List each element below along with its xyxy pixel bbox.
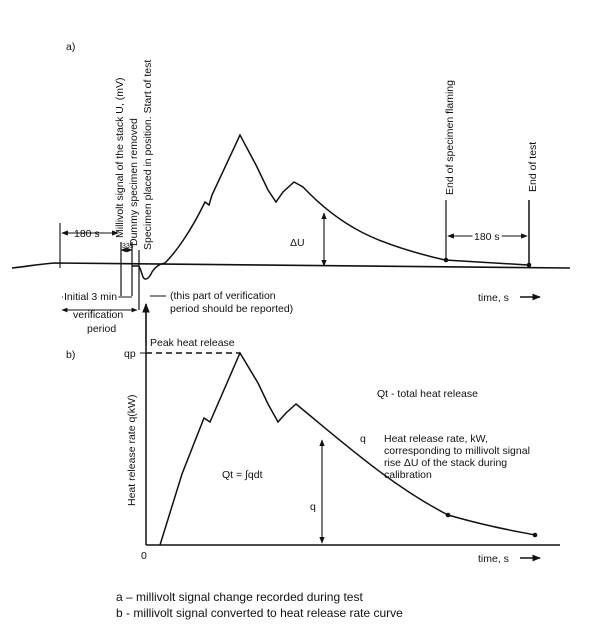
- panel-a-dummy-removed-label: Dummy specimen removed: [128, 118, 140, 246]
- panel-a-end-test-label: End of test: [527, 141, 539, 192]
- panel-b-qt-formula: Qt = ∫qdt: [222, 469, 263, 481]
- panel-a-specimen-placed-label: Specimen placed in position. Start of test: [142, 59, 154, 250]
- panel-a-label: a): [66, 41, 76, 53]
- panel-b-qt-total: Qt - total heat release: [377, 388, 478, 400]
- panel-b-label: b): [66, 349, 76, 361]
- panel-b-hrr-line2: corresponding to millivolt signal: [384, 445, 530, 457]
- panel-a-report-line1: (this part of verification: [170, 290, 276, 302]
- panel-b-q-dim-label: q: [310, 501, 316, 513]
- caption-a: a – millivolt signal change recorded during test: [116, 590, 363, 604]
- panel-b-hrr-line4: calibration: [384, 469, 432, 481]
- panel-a-verification-line1: verification: [73, 309, 124, 321]
- panel-b-point-2: [533, 533, 538, 538]
- panel-b-peak-label: Peak heat release: [150, 337, 235, 349]
- panel-a-initial-3min-label: Initial 3 min: [64, 291, 118, 303]
- panel-b-origin-label: 0: [141, 550, 147, 562]
- panel-a-dim-180-right-label: 180 s: [474, 231, 500, 243]
- panel-a-signal-curve: [132, 135, 528, 279]
- panel-b-qp-label: qp: [124, 348, 136, 360]
- panel-a-end-flaming-label: End of specimen flaming: [444, 80, 456, 195]
- panel-a-report-line2: period should be reported): [170, 303, 294, 315]
- panel-a-baseline: [12, 263, 570, 268]
- panel-a-y-axis-label: Millivolt signal of the stack U, (mV): [114, 77, 126, 238]
- panel-b-hrr-line3: rise ΔU of the stack during: [384, 457, 508, 469]
- caption-b: b - millivolt signal converted to heat release rate curve: [116, 606, 403, 620]
- panel-a-x-axis-label: time, s: [478, 292, 509, 304]
- panel-b-x-axis-label: time, s: [478, 553, 509, 565]
- panel-b-y-axis-label: Heat release rate q(kW): [126, 394, 138, 506]
- panel-a-dim-180-left-label: 180 s: [74, 228, 100, 240]
- panel-a-verification-line2: period: [87, 323, 117, 335]
- panel-a-dim-33-label: 33s: [122, 243, 134, 250]
- panel-b-point-1: [446, 513, 451, 518]
- panel-b-hrr-line1: Heat release rate, kW,: [384, 433, 488, 445]
- panel-a-delta-u-label: ΔU: [290, 237, 305, 249]
- panel-b-q-curve-label: q: [360, 433, 366, 445]
